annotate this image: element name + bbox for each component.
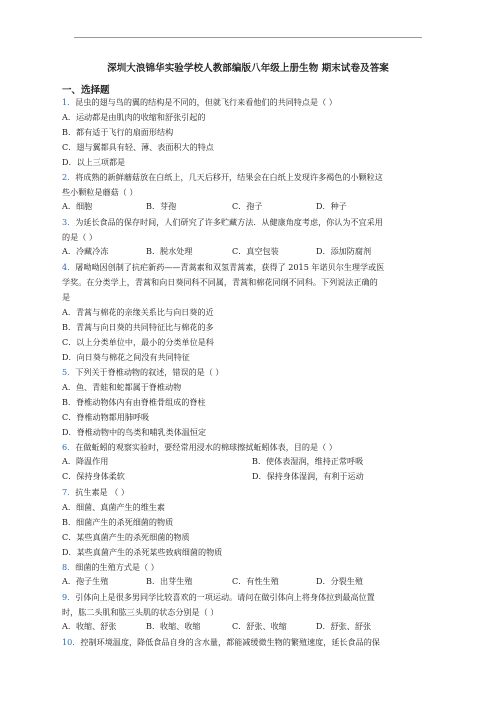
question-2-cont: 些小颗粒是蘑菇（ ）: [62, 187, 138, 197]
header-rule: [74, 37, 422, 38]
question-6: 6．在做蚯蚓的观察实验时，要经常用浸水的棉球擦拭蚯蚓体表，目的是（ ）: [62, 442, 337, 452]
question-3-cont: 的是（ ）: [62, 232, 97, 242]
q9-option-a: A．收缩、舒张: [62, 621, 117, 631]
q2-option-b: B．芽孢: [146, 201, 177, 211]
q1-option-b: B．都有适于飞行的扇面形结构: [62, 127, 174, 137]
q4-option-a: A．青蒿与棉花的亲缘关系比与向日葵的近: [62, 307, 214, 317]
q5-option-a: A．鱼、青蛙和蛇都属于脊椎动物: [62, 382, 182, 392]
q4-option-c: C．以上分类单位中，最小的分类单位是科: [62, 337, 214, 347]
q4-option-b: B．青蒿与向日葵的共同特征比与棉花的多: [62, 322, 214, 332]
q1-option-c: C．翅与翼都具有轻、薄、表面积大的特点: [62, 142, 214, 152]
q4-option-d: D．向日葵与棉花之间没有共同特征: [62, 352, 190, 362]
q3-option-c: C．真空包装: [232, 246, 279, 256]
question-7: 7．抗生素是 （ ）: [62, 487, 129, 497]
q3-option-b: B．脱水处理: [146, 246, 193, 256]
question-4-cont2: 是: [62, 292, 71, 302]
q5-option-c: C．脊椎动物都用肺呼吸: [62, 412, 150, 422]
question-9: 9．引体向上是很多男同学比较喜欢的一项运动。请问在做引体向上将身体拉到最高位置: [62, 592, 375, 602]
q7-option-a: A．细菌、真菌产生的维生素: [62, 502, 165, 512]
q3-option-a: A．冷藏冷冻: [62, 246, 109, 256]
document-title: 深圳大浪锦华实验学校人教部编版八年级上册生物 期末试卷及答案: [107, 63, 389, 74]
q6-option-a: A．降温作用: [62, 456, 109, 466]
q7-option-b: B．细菌产生的杀死细菌的物质: [62, 517, 174, 527]
q9-option-b: B．收缩、收缩: [146, 621, 201, 631]
q1-option-d: D．以上三项都是: [62, 157, 126, 167]
q8-option-b: B．出芽生殖: [146, 576, 193, 586]
question-4-cont: 学奖。在分类学上，青蒿和向日葵同科不同属，青蒿和棉花同纲不同科。下列说法正确的: [62, 277, 378, 287]
q7-option-c: C．某些真菌产生的杀死细菌的物质: [62, 532, 190, 542]
q2-option-c: C．孢子: [232, 201, 263, 211]
q5-option-d: D．脊椎动物中的鸟类和哺乳类体温恒定: [62, 427, 207, 437]
question-3: 3．为延长食品的保存时间，人们研究了许多贮藏方法．从健康角度考虑，你认为不宜采用: [62, 217, 383, 227]
q8-option-d: D．分裂生殖: [316, 576, 363, 586]
q6-option-c: C．保持身体柔软: [62, 471, 125, 481]
q8-option-a: A．孢子生殖: [62, 576, 109, 586]
question-2: 2．将成熟的新鲜蘑菇放在白纸上，几天后移开，结果会在白纸上发现许多褐色的小颗粒这: [62, 172, 383, 182]
question-8: 8．细菌的生殖方式是（ ）: [62, 562, 159, 572]
q2-option-d: D．种子: [316, 201, 347, 211]
section-heading: 一、选择题: [62, 85, 110, 96]
question-1: 1．昆虫的翅与鸟的翼的结构是不同的，但就飞行来看他们的共同特点是（ ）: [62, 97, 337, 107]
question-4: 4．屠呦呦因创制了抗疟新药——青蒿素和双氢青蒿素，获得了 2015 年诺贝尔生理学或医: [62, 262, 385, 272]
q3-option-d: D．添加防腐剂: [316, 246, 372, 256]
question-10: 10．控制环境温度，降低食品自身的含水量，都能减缓微生物的繁殖速度，延长食品的保: [62, 637, 380, 647]
q5-option-b: B．脊椎动物体内有由脊椎骨组成的脊柱: [62, 397, 206, 407]
q9-option-d: D．舒张、舒张: [316, 621, 372, 631]
q6-option-d: D．保持身体湿润，有利于运动: [252, 471, 364, 481]
q8-option-c: C．有性生殖: [232, 576, 279, 586]
q9-option-c: C．舒张、收缩: [232, 621, 287, 631]
q1-option-a: A．运动都是由肌肉的收缩和舒张引起的: [62, 112, 206, 122]
question-5: 5．下列关于脊椎动物的叙述，错误的是（ ）: [62, 367, 224, 377]
q7-option-d: D．某些真菌产生的杀死某些致病细菌的物质: [62, 547, 223, 557]
q6-option-b: B．使体表湿润，维持正常呼吸: [252, 456, 364, 466]
q2-option-a: A．细胞: [62, 201, 93, 211]
question-9-cont: 时，肱二头肌和肱三头肌的状态分别是（ ）: [62, 607, 219, 617]
